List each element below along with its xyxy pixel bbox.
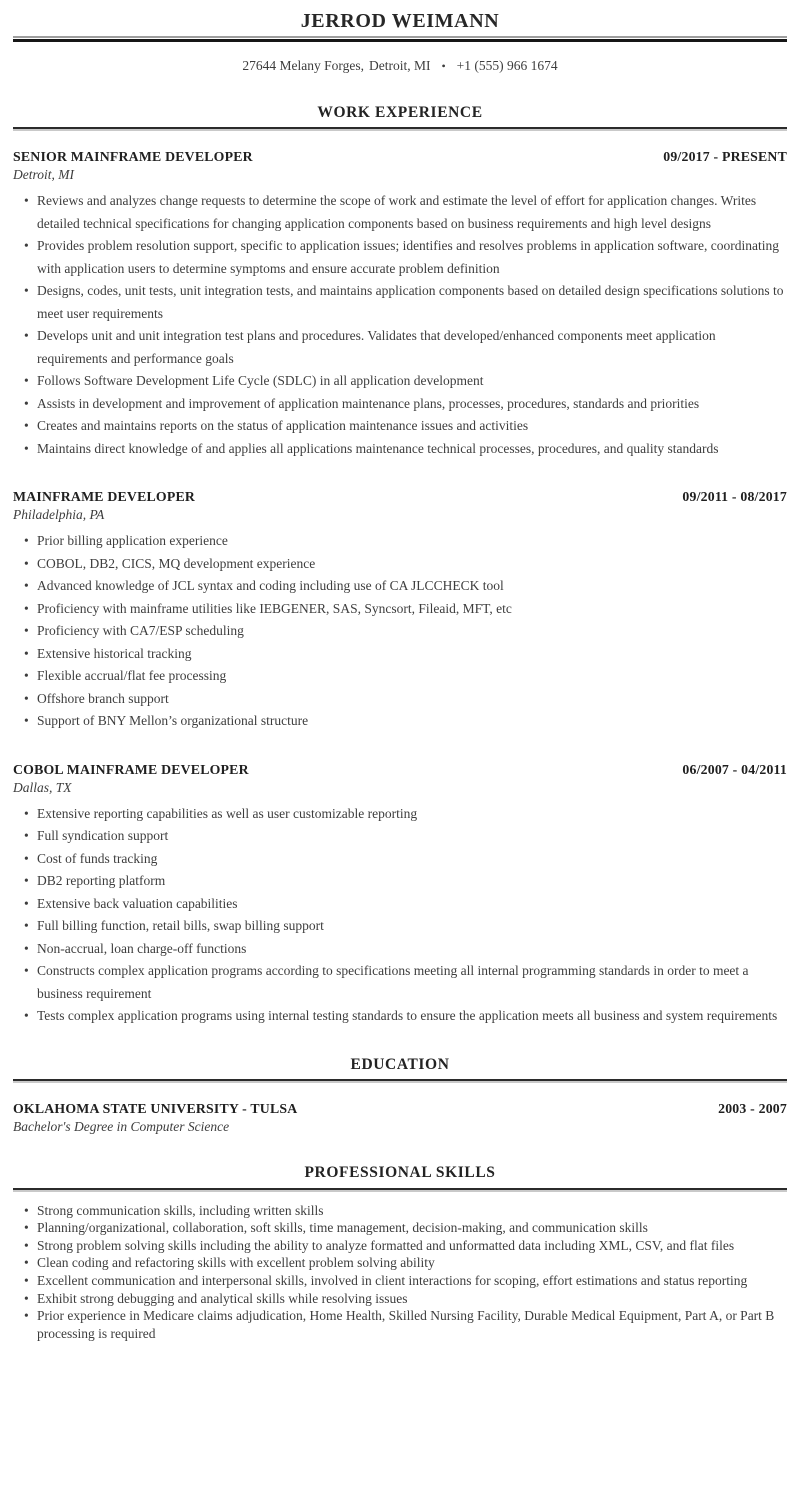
section-divider [13, 1079, 787, 1081]
job-location: Detroit, MI [13, 167, 74, 183]
bullet-item: • Prior billing application experience [13, 530, 787, 553]
contact-street: 27644 Melany Forges, [242, 58, 364, 73]
job-bullet-list [13, 803, 787, 1028]
job-dates: 09/2017 - PRESENT [663, 149, 787, 165]
job-entry-senior-mainframe-developer [13, 147, 787, 460]
bullet-item: • Follows Software Development Life Cycle (SDLC) in all application development [13, 370, 787, 393]
bullet-item: • Develops unit and unit integration test plans and procedures. Validates that developed/enhanced components meet application requirements and performance goals [13, 325, 787, 370]
job-location: Dallas, TX [13, 779, 72, 795]
bullet-item: • Prior experience in Medicare claims adjudication, Home Health, Skilled Nursing Facility, Durable Medical Equipment, Part A, or Part B processing is required [13, 1307, 787, 1342]
job-location: Philadelphia, PA [13, 507, 105, 523]
education-header [13, 1099, 787, 1118]
job-title: MAINFRAME DEVELOPER [13, 489, 196, 505]
bullet-item: • Advanced knowledge of JCL syntax and coding including use of CA JLCCHECK tool [13, 575, 787, 598]
section-divider [13, 127, 787, 129]
job-dates: 09/2011 - 08/2017 [682, 489, 787, 505]
job-entry-mainframe-developer [13, 487, 787, 733]
degree: Bachelor's Degree in Computer Science [13, 1119, 230, 1135]
section-divider [13, 1188, 787, 1190]
skills-bullet-list [13, 1202, 787, 1343]
contact-city: Detroit, MI [368, 58, 431, 73]
job-entry-cobol-mainframe-developer [13, 760, 787, 1028]
bullet-item: • Maintains direct knowledge of and applies all applications maintenance technical processes, procedures, and quality standards [13, 438, 787, 461]
job-dates: 06/2007 - 04/2011 [682, 761, 787, 777]
bullet-item: • Flexible accrual/flat fee processing [13, 665, 787, 688]
section-title-work-experience: WORK EXPERIENCE [317, 104, 483, 121]
job-title: COBOL MAINFRAME DEVELOPER [13, 761, 249, 777]
bullet-item: • Clean coding and refactoring skills with excellent problem solving ability [13, 1254, 787, 1272]
dot-separator-icon: • [441, 59, 446, 73]
job-title: SENIOR MAINFRAME DEVELOPER [13, 149, 253, 165]
bullet-item: • Strong problem solving skills including the ability to analyze formatted and unformatted data including XML, CSV, and flat files [13, 1237, 787, 1255]
bullet-item: • Full syndication support [13, 825, 787, 848]
bullet-item: • Strong communication skills, including written skills [13, 1202, 787, 1220]
job-header [13, 147, 787, 166]
bullet-item: • Cost of funds tracking [13, 848, 787, 871]
bullet-item: • Support of BNY Mellon’s organizational structure [13, 710, 787, 733]
bullet-item: • Constructs complex application programs according to specifications meeting all internal programming standards in order to meet a business requirement [13, 960, 787, 1005]
header-divider [13, 36, 787, 42]
bullet-item: • Planning/organizational, collaboration, soft skills, time management, decision-making, and communication skills [13, 1219, 787, 1237]
bullet-item: • Extensive historical tracking [13, 643, 787, 666]
job-header [13, 487, 787, 506]
bullet-item: • Proficiency with mainframe utilities like IEBGENER, SAS, Syncsort, Fileaid, MFT, etc [13, 598, 787, 621]
bullet-item: • Provides problem resolution support, specific to application issues; identifies and resolves problems in application software, coordinating with application users to determine symptoms and ensure accurate problem definition [13, 235, 787, 280]
contact-line [13, 56, 787, 76]
job-header [13, 760, 787, 779]
bullet-item: • Extensive reporting capabilities as well as user customizable reporting [13, 803, 787, 826]
bullet-item: • Designs, codes, unit tests, unit integration tests, and maintains application components based on detailed design specifications solutions to meet user requirements [13, 280, 787, 325]
bullet-item: • Creates and maintains reports on the status of application maintenance issues and activities [13, 415, 787, 438]
education-entry [13, 1099, 787, 1136]
section-title-professional-skills: PROFESSIONAL SKILLS [304, 1164, 496, 1182]
bullet-item: • Exhibit strong debugging and analytical skills while resolving issues [13, 1290, 787, 1308]
bullet-item: • COBOL, DB2, CICS, MQ development experience [13, 553, 787, 576]
page-title: JERROD WEIMANN [300, 10, 500, 32]
bullet-item: • Excellent communication and interpersonal skills, involved in client interactions for scoping, effort estimations and status reporting [13, 1272, 787, 1290]
bullet-item: • Reviews and analyzes change requests to determine the scope of work and estimate the level of effort for application changes. Writes detailed technical specifications for changing application components based on business requirements and high level designs [13, 190, 787, 235]
job-bullet-list [13, 190, 787, 460]
bullet-item: • Tests complex application programs using internal testing standards to ensure the application meets all business and system requirements [13, 1005, 787, 1028]
bullet-item: • Assists in development and improvement of application maintenance plans, processes, procedures, standards and priorities [13, 393, 787, 416]
contact-phone: +1 (555) 966 1674 [456, 58, 558, 73]
bullet-item: • Extensive back valuation capabilities [13, 893, 787, 916]
school-name: OKLAHOMA STATE UNIVERSITY - TULSA [13, 1101, 298, 1117]
bullet-item: • Non-accrual, loan charge-off functions [13, 938, 787, 961]
bullet-item: • Proficiency with CA7/ESP scheduling [13, 620, 787, 643]
section-title-education: EDUCATION [350, 1055, 450, 1073]
job-bullet-list [13, 530, 787, 733]
bullet-item: • DB2 reporting platform [13, 870, 787, 893]
bullet-item: • Offshore branch support [13, 688, 787, 711]
bullet-item: • Full billing function, retail bills, swap billing support [13, 915, 787, 938]
education-dates: 2003 - 2007 [718, 1101, 787, 1117]
